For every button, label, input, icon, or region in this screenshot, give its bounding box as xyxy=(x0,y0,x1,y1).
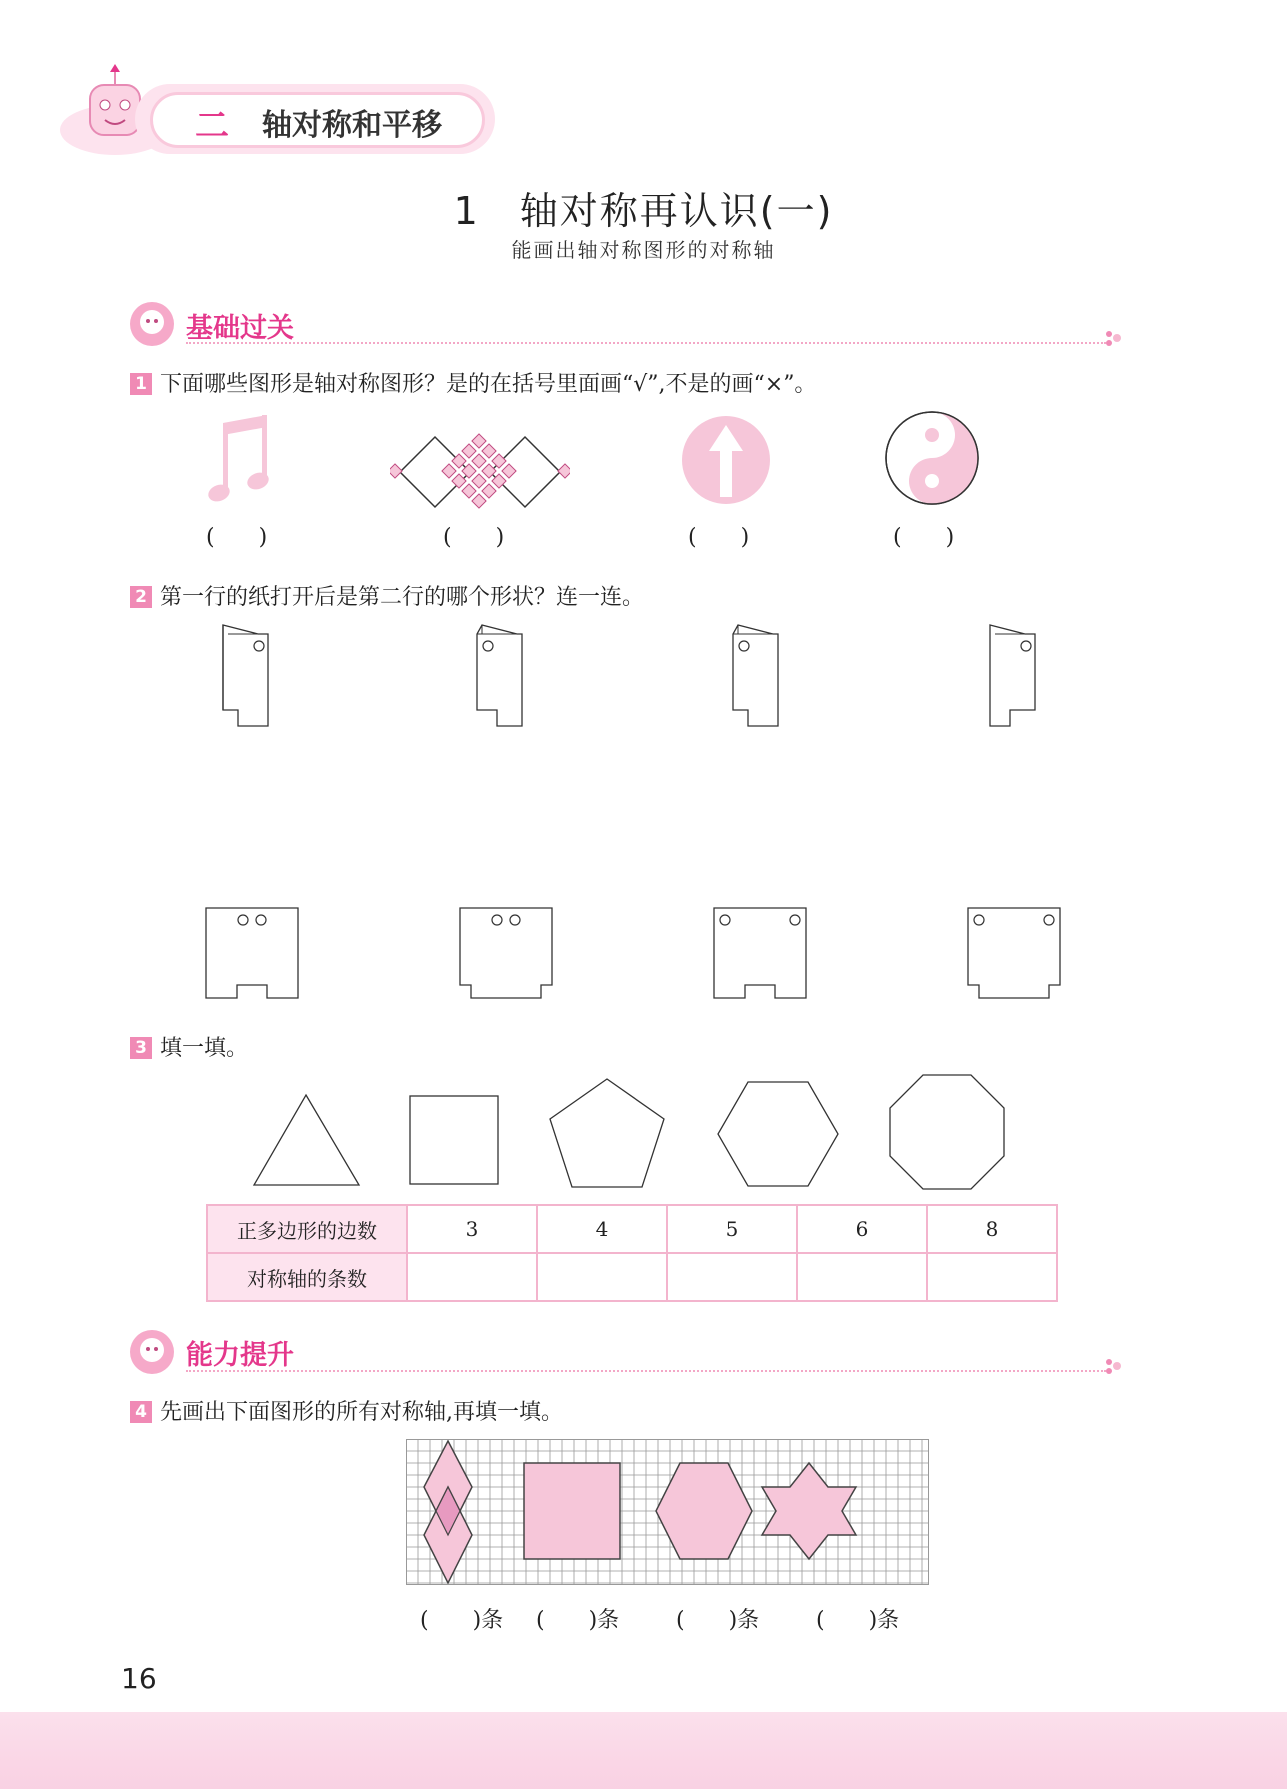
dots-icon xyxy=(1104,1354,1128,1378)
lesson-goal: 能画出轴对称图形的对称轴 xyxy=(511,238,776,262)
answer-blank-1[interactable]: ( ) xyxy=(206,525,268,550)
dots-icon xyxy=(1104,326,1128,350)
section-divider xyxy=(186,342,1106,344)
axis-count-blank-4[interactable]: ( )条 xyxy=(816,1608,900,1633)
section-divider xyxy=(186,1370,1106,1372)
question-text: 先画出下面图形的所有对称轴,再填一填。 xyxy=(160,1400,563,1425)
axes-answer-cell[interactable] xyxy=(797,1253,927,1301)
sides-cell: 4 xyxy=(537,1205,667,1253)
square-shape xyxy=(408,1094,500,1186)
octagon-shape xyxy=(887,1072,1007,1192)
unfolded-shape-b xyxy=(457,905,557,1001)
section-title-advance: 能力提升 xyxy=(186,1340,294,1371)
page-number: 16 xyxy=(121,1662,157,1695)
sides-cell: 6 xyxy=(797,1205,927,1253)
lesson-title: 1 轴对称再认识(一) xyxy=(453,189,834,233)
question-number: 4 xyxy=(130,1401,152,1423)
folded-paper-3 xyxy=(728,620,788,730)
axes-answer-cell[interactable] xyxy=(537,1253,667,1301)
answer-blank-2[interactable]: ( ) xyxy=(443,525,505,550)
answer-blank-4[interactable]: ( ) xyxy=(893,525,955,550)
unfolded-shape-c xyxy=(711,905,811,1001)
axes-answer-cell[interactable] xyxy=(927,1253,1057,1301)
section-title-basic: 基础过关 xyxy=(186,313,294,344)
unit-number: 二 xyxy=(195,106,229,146)
question-2 xyxy=(130,580,644,611)
question-text: 填一填。 xyxy=(160,1036,249,1061)
axis-count-blank-1[interactable]: ( )条 xyxy=(420,1608,504,1633)
question-4 xyxy=(130,1395,563,1426)
pentagon-shape xyxy=(546,1076,668,1190)
question-number: 1 xyxy=(130,373,152,395)
sides-cell: 5 xyxy=(667,1205,797,1253)
answer-blank-3[interactable]: ( ) xyxy=(688,525,750,550)
music-note-icon xyxy=(205,415,285,505)
sides-cell: 3 xyxy=(407,1205,537,1253)
question-1 xyxy=(130,367,816,398)
row-label-axes: 对称轴的条数 xyxy=(207,1253,407,1301)
triangle-shape xyxy=(252,1092,362,1188)
axis-count-blank-2[interactable]: ( )条 xyxy=(536,1608,620,1633)
axes-answer-cell[interactable] xyxy=(407,1253,537,1301)
row-label-sides: 正多边形的边数 xyxy=(207,1205,407,1253)
polygon-table xyxy=(206,1204,1058,1302)
axes-answer-cell[interactable] xyxy=(667,1253,797,1301)
folded-paper-2 xyxy=(472,620,532,730)
question-text: 第一行的纸打开后是第二行的哪个形状？连一连。 xyxy=(160,585,645,610)
hexagon-shape xyxy=(715,1079,841,1189)
sides-cell: 8 xyxy=(927,1205,1057,1253)
question-3 xyxy=(130,1031,248,1062)
unit-title: 轴对称和平移 xyxy=(262,108,442,143)
footer-band xyxy=(0,1712,1287,1789)
question-number: 2 xyxy=(130,586,152,608)
section-icon-basic xyxy=(128,300,176,348)
diamond-pattern-icon xyxy=(390,432,570,512)
yin-yang-icon xyxy=(884,410,980,506)
unfolded-shape-d xyxy=(965,905,1065,1001)
question-text: 下面哪些图形是轴对称图形？是的在括号里面画“√”,不是的画“×”。 xyxy=(160,372,817,397)
axis-count-blank-3[interactable]: ( )条 xyxy=(676,1608,760,1633)
question-number: 3 xyxy=(130,1037,152,1059)
section-icon-advance xyxy=(128,1328,176,1376)
folded-paper-4 xyxy=(985,620,1045,730)
up-arrow-icon xyxy=(681,415,771,505)
unfolded-shape-a xyxy=(203,905,303,1001)
folded-paper-1 xyxy=(218,620,278,730)
grid-figures xyxy=(406,1439,930,1585)
